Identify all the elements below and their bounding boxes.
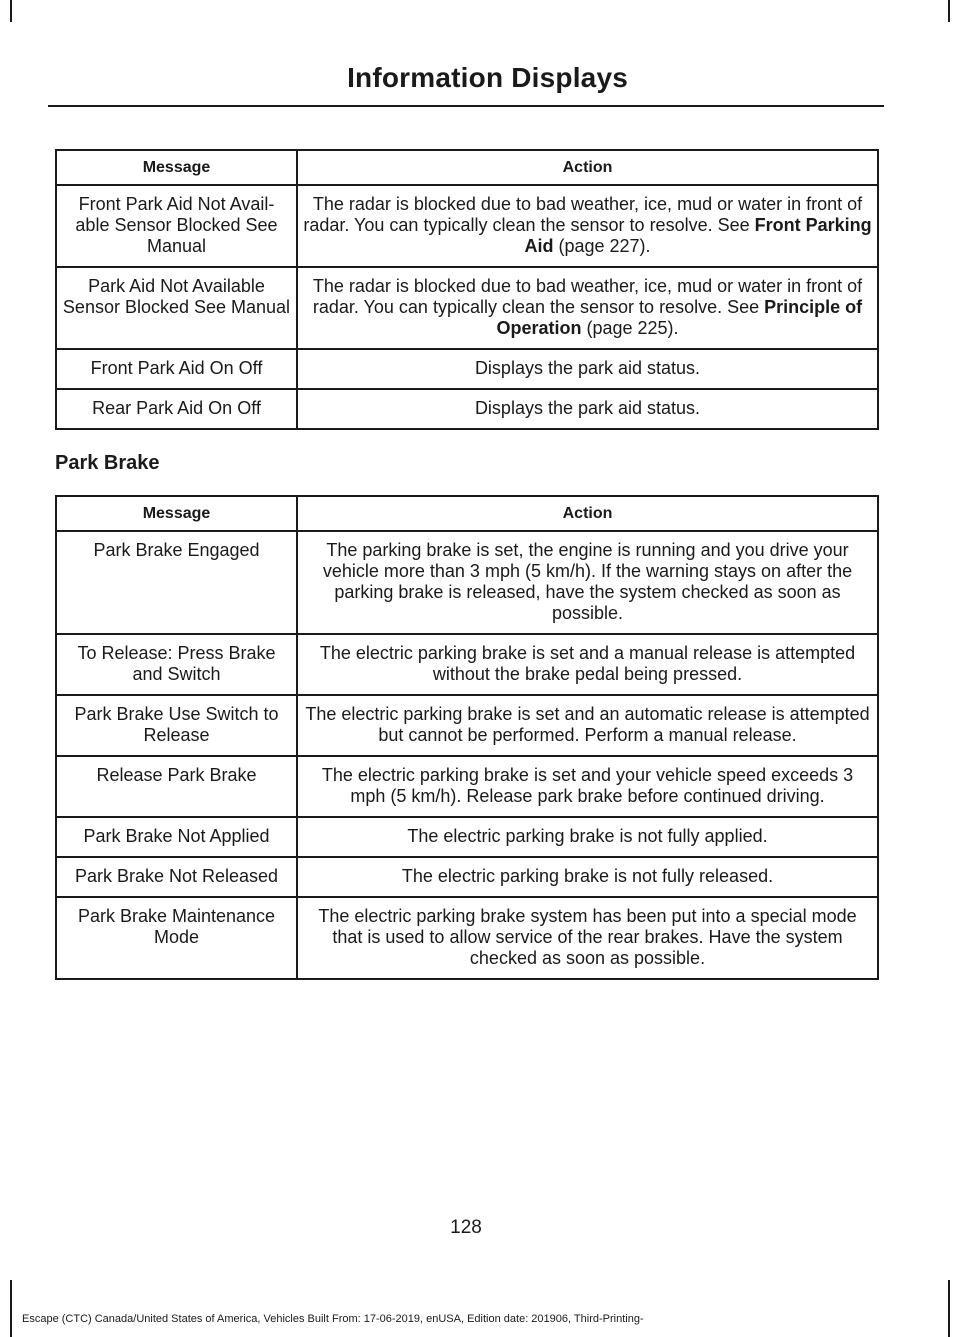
message-cell: Park Brake Not Applied (56, 817, 297, 857)
table-row (56, 897, 878, 979)
table-row (56, 267, 878, 349)
page-reference: (page 227). (553, 236, 651, 256)
crop-mark-bottom-left (10, 1280, 12, 1337)
park-aid-messages-table (55, 149, 879, 430)
column-header-message: Message (56, 496, 297, 531)
table-row (56, 756, 878, 817)
title-divider (48, 105, 884, 107)
cross-reference-link[interactable]: Principle of Operation (496, 297, 863, 338)
park-brake-messages-table (55, 495, 879, 980)
message-cell: Park Aid Not Available Sensor Blocked See Manual (56, 267, 297, 349)
table-row (56, 349, 878, 389)
action-cell (297, 267, 878, 349)
table-row (56, 817, 878, 857)
table-row (56, 857, 878, 897)
action-cell: The electric parking brake is not fully applied. (297, 817, 878, 857)
action-cell: The electric parking brake is set and a manual release is attempted without the brake pedal being pressed. (297, 634, 878, 695)
message-cell: Rear Park Aid On Off (56, 389, 297, 429)
section-heading-park-brake: Park Brake (55, 452, 160, 474)
footer-edition-text: Escape (CTC) Canada/United States of America, Vehicles Built From: 17-06-2019, enUSA, Edition date: 201906, Third-Printing- (22, 1313, 644, 1325)
page-reference: (page 225). (581, 318, 679, 338)
action-cell: The electric parking brake is not fully released. (297, 857, 878, 897)
action-text: The radar is blocked due to bad weather, ice, mud or water in front of radar. You can typically clean the sensor to resolve. See (303, 194, 863, 235)
message-cell: To Release: Press Brake and Switch (56, 634, 297, 695)
crop-mark-bottom-right (948, 1280, 950, 1337)
message-cell: Park Brake Not Released (56, 857, 297, 897)
table-row (56, 531, 878, 634)
table-header-row (56, 496, 878, 531)
table-row (56, 389, 878, 429)
table-row (56, 185, 878, 267)
cross-reference-link[interactable]: Front Parking Aid (524, 215, 872, 256)
column-header-action: Action (297, 150, 878, 185)
action-cell (297, 185, 878, 267)
page-number: 128 (450, 1217, 482, 1238)
message-cell: Park Brake Engaged (56, 531, 297, 634)
table-row (56, 695, 878, 756)
crop-mark-top-right (948, 0, 950, 22)
action-cell: The electric parking brake is set and your vehicle speed exceeds 3 mph (5 km/h). Release park brake before continued driving. (297, 756, 878, 817)
table-header-row (56, 150, 878, 185)
page-title: Information Displays (347, 62, 628, 93)
table-row (56, 634, 878, 695)
crop-mark-top-left (10, 0, 12, 22)
action-cell: Displays the park aid status. (297, 349, 878, 389)
action-text: The radar is blocked due to bad weather, ice, mud or water in front of radar. You can typically clean the sensor to resolve. See (312, 276, 863, 317)
action-cell: The parking brake is set, the engine is running and you drive your vehicle more than 3 mph (5 km/h). If the warning stays on after the parking brake is released, have the system checked as soon as possible. (297, 531, 878, 634)
column-header-message: Message (56, 150, 297, 185)
action-cell: The electric parking brake system has been put into a special mode that is used to allow service of the rear brakes. Have the system checked as soon as possible. (297, 897, 878, 979)
message-cell: Front Park Aid On Off (56, 349, 297, 389)
message-cell: Park Brake Use Switch to Release (56, 695, 297, 756)
column-header-action: Action (297, 496, 878, 531)
message-cell: Park Brake Maintenance Mode (56, 897, 297, 979)
action-cell: Displays the park aid status. (297, 389, 878, 429)
message-cell: Front Park Aid Not Avail-able Sensor Blocked See Manual (56, 185, 297, 267)
message-cell: Release Park Brake (56, 756, 297, 817)
action-cell: The electric parking brake is set and an automatic release is attempted but cannot be performed. Perform a manual release. (297, 695, 878, 756)
